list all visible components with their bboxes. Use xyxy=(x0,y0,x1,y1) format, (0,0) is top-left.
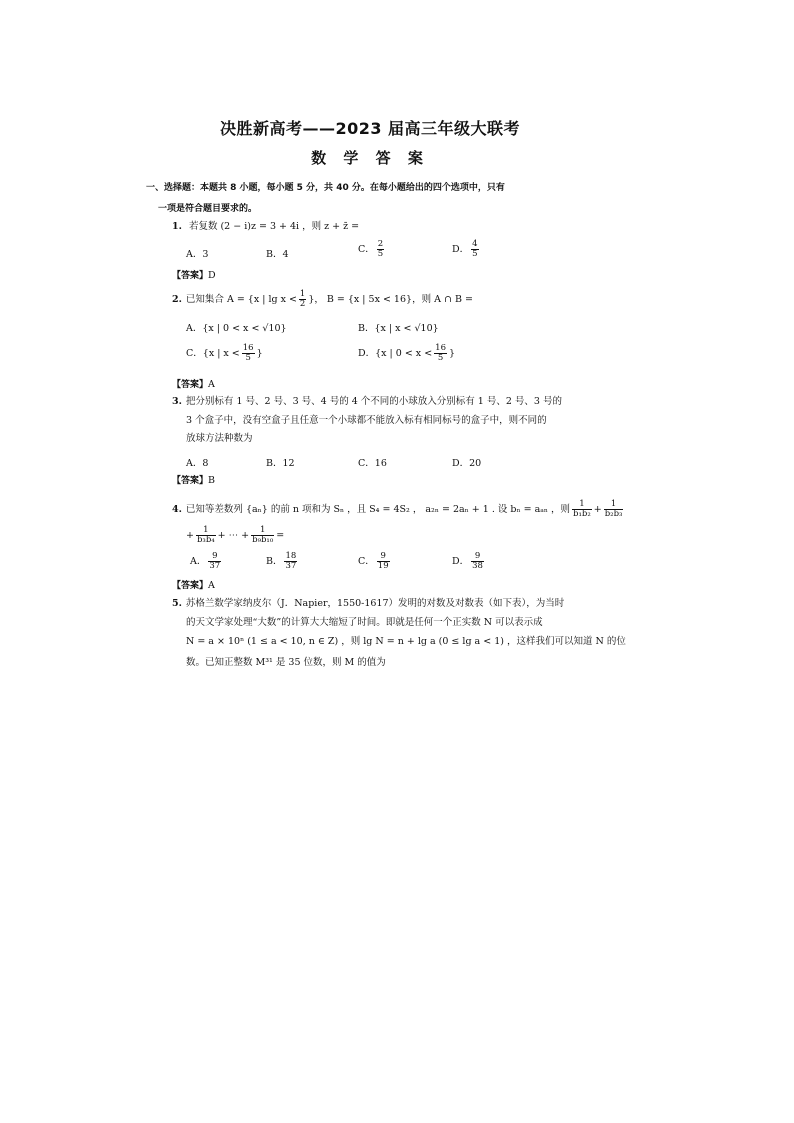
question-5-line4: 数。已知正整数 M³¹ 是 35 位数，则 M 的值为 xyxy=(186,657,386,668)
question-3-line1: 3. 把分别标有 1 号、2 号、3 号、4 号的 4 个不同的小球放入分别标有 1 号、2 号、3 号的 xyxy=(172,396,562,407)
question-5-line1: 5. 苏格兰数学家纳皮尔（J．Napier，1550-1617）发明的对数及对数表（如下表），为当时 xyxy=(172,598,565,609)
q2-option-b: B．{x | x < √10} xyxy=(358,323,439,334)
q4-option-a: A． $\frac{9}{37}$ xyxy=(190,551,221,571)
question-2-stem: 2. 已知集合 A = {x | lg x < $\frac{1}{2}$ }， B = {x | 5x < 16}，则 A ∩ B = xyxy=(172,289,473,309)
q3-option-b: B．12 xyxy=(266,458,295,469)
document-subtitle: 数 学 答 案 xyxy=(311,149,429,167)
q3-option-a: A．8 xyxy=(186,458,209,469)
document-title: 决胜新高考——2023 届高三年级大联考 xyxy=(219,119,521,138)
q1-option-c: C． $\frac{2}{5}$ xyxy=(358,239,384,259)
question-1-stem xyxy=(172,220,359,234)
question-3-line3: 放球方法种数为 xyxy=(186,433,253,444)
q2-answer: 【答案】A xyxy=(172,379,215,390)
q1-option-b: B．4 xyxy=(266,249,289,260)
q2-option-d: D．{x | 0 < x < $\frac{16}{5}$ } xyxy=(358,343,456,363)
q1-option-a: A．3 xyxy=(186,249,209,260)
q1-answer: 【答案】D xyxy=(172,270,216,281)
q4-answer: 【答案】A xyxy=(172,580,215,591)
q2-option-a: A．{x | 0 < x < √10} xyxy=(186,323,287,334)
q2-option-c: C．{x | x < $\frac{16}{5}$ } xyxy=(186,343,263,363)
q4-option-d: D． $\frac{9}{38}$ xyxy=(452,551,483,571)
question-4-line2: + $\frac{1}{\text{b₃b₄}}$ + ⋯ + $\frac{1}{\text{b₉b₁₀}}$ = xyxy=(186,525,285,545)
q3-answer: 【答案】B xyxy=(172,475,215,486)
question-text: 若复数 (2 − i)z = 3 + 4i ，则 z + z̄ = xyxy=(188,221,360,232)
question-number: 1. xyxy=(172,221,182,232)
q4-option-b: B． $\frac{18}{37}$ xyxy=(266,551,297,571)
q4-option-c: C． $\frac{9}{19}$ xyxy=(358,551,389,571)
q1-option-d: D． $\frac{4}{5}$ xyxy=(452,239,478,259)
section-heading-line1: 一、选择题：本题共 8 小题，每小题 5 分，共 40 分。在每小题给出的四个选项中，只有 xyxy=(146,183,505,193)
question-5-line3: N = a × 10ⁿ (1 ≤ a < 10, n ∈ Z) ，则 lg N = n + lg a (0 ≤ lg a < 1) ，这样我们可以知道 N 的位 xyxy=(186,636,626,647)
question-5-line2: 的天文学家处理“大数”的计算大大缩短了时间。即就是任何一个正实数 N 可以表示成 xyxy=(186,617,543,628)
q3-option-c: C．16 xyxy=(358,458,387,469)
q3-option-d: D．20 xyxy=(452,458,482,469)
question-4-line1: 4. 已知等差数列 {aₙ} 的前 n 项和为 Sₙ ，且 S₄ = 4S₂ ， a₂ₙ = 2aₙ + 1 . 设 bₙ = aₐₙ ，则 $\frac{1}{\text{b₁b₂}}$ + $\frac{1}{\text{b₂b₃}}$ xyxy=(172,499,623,519)
section-heading-line2: 一项是符合题目要求的。 xyxy=(158,204,258,214)
question-3-line2: 3 个盒子中，没有空盒子且任意一个小球都不能放入标有相同标号的盒子中，则不同的 xyxy=(186,415,547,426)
